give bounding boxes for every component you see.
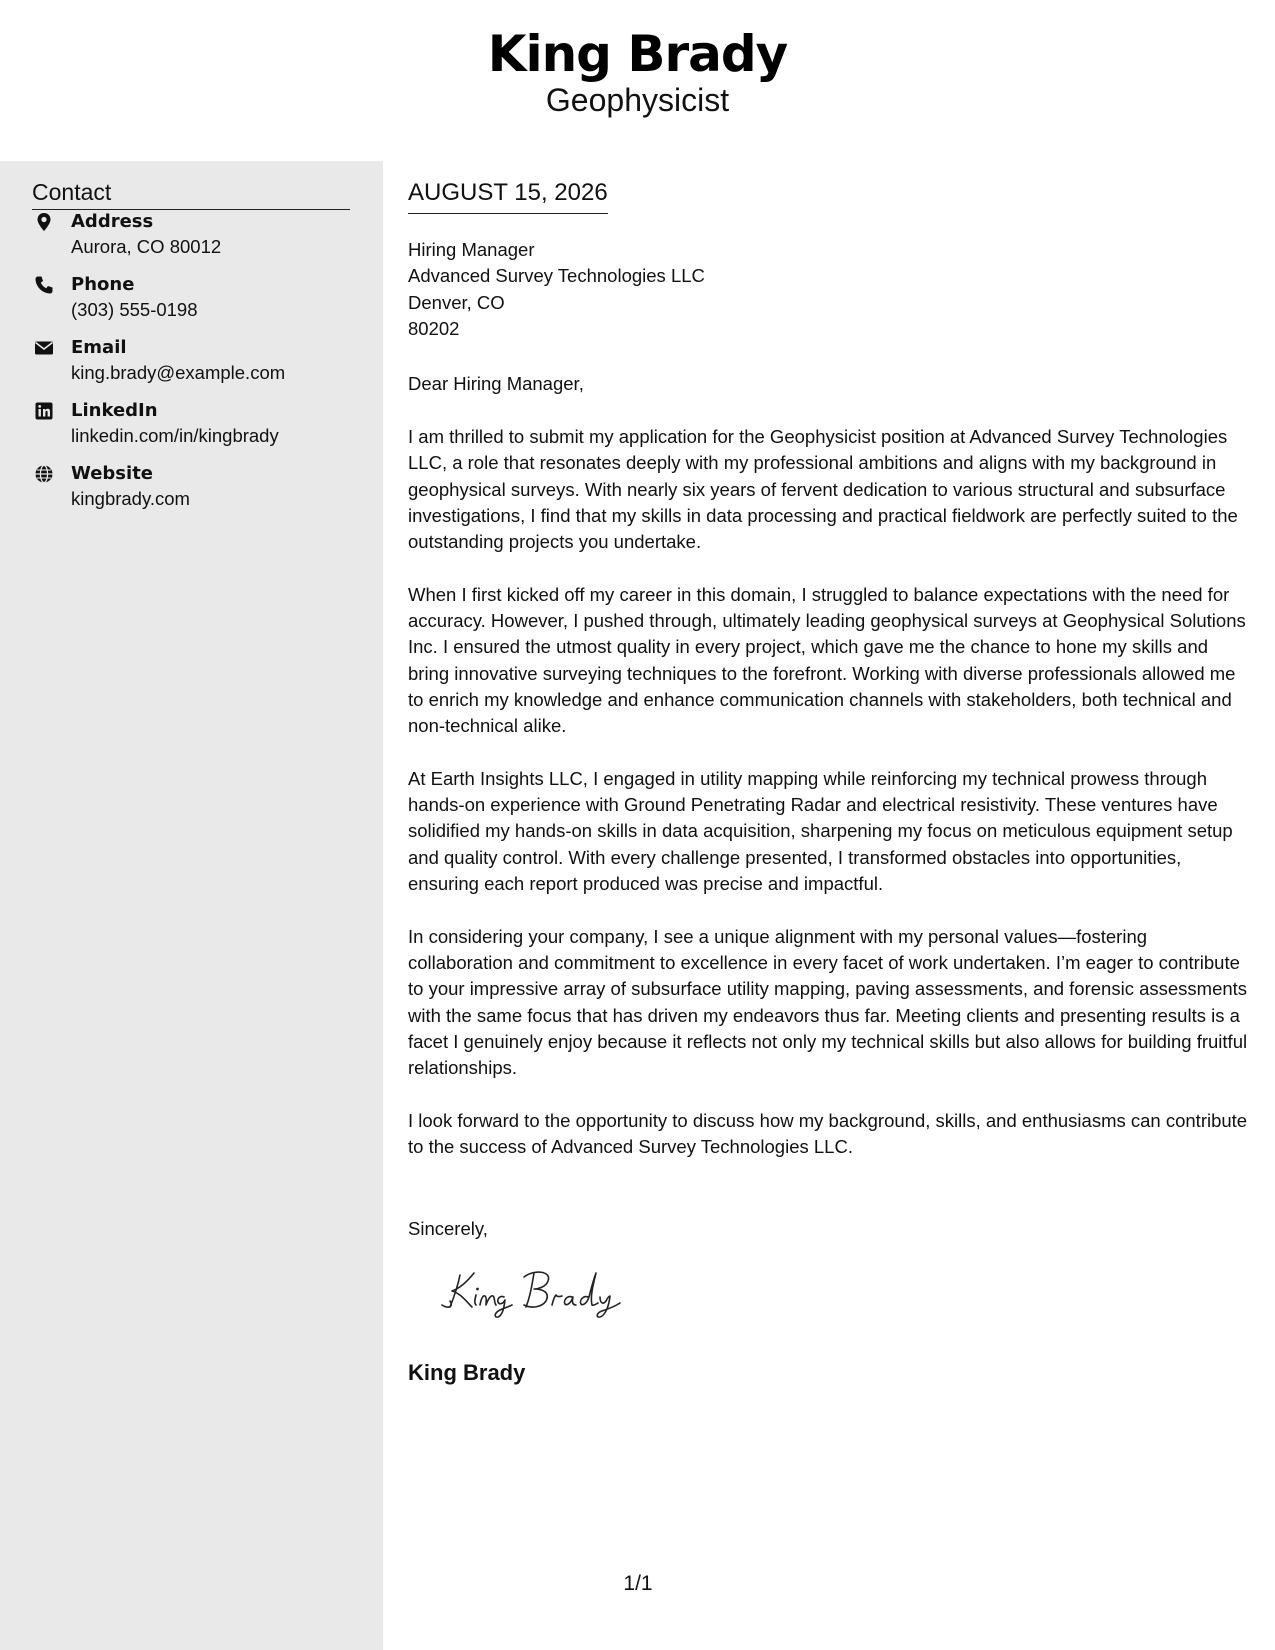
job-title: Geophysicist bbox=[545, 82, 730, 118]
paragraph: When I first kicked off my career in this domain, I struggled to balance expectations with the need for accuracy. However, I pushed through, ultimately leading geophysical surveys at Geophysical Solutions Inc. I ensured the utmost quality in every project, which gave me the chance to hone my skills and bring innovative surveying techniques to the forefront. Working with diverse professionals allowed me to enrich my knowledge and enhance communication channels with stakeholders, both technical and non-technical alike. bbox=[408, 583, 1246, 737]
contact-heading: Contact bbox=[32, 177, 350, 210]
header bbox=[0, 0, 1275, 160]
contact-label: Address bbox=[71, 211, 154, 232]
letter-date: AUGUST 15, 2026 bbox=[408, 177, 608, 214]
envelope-icon bbox=[34, 338, 54, 358]
paragraph: At Earth Insights LLC, I engaged in utility mapping while reinforcing my technical prowess through hands-on experience with Ground Penetrating Radar and electrical resistivity. These ventures have solidified my hands-on skills in data acquisition, sharpening my focus on meticulous equipment setup and quality control. With every challenge presented, I transformed obstacles into opportunities, ensuring each report produced was precise and impactful. bbox=[408, 767, 1233, 895]
recipient-line: Hiring Manager bbox=[408, 239, 535, 260]
globe-icon bbox=[34, 464, 54, 484]
contact-sidebar bbox=[0, 161, 383, 1650]
contact-item-address bbox=[32, 209, 362, 265]
signature-image bbox=[438, 1261, 638, 1321]
page-number: 1/1 bbox=[623, 1572, 653, 1595]
contact-value: Aurora, CO 80012 bbox=[71, 236, 222, 257]
recipient-line: 80202 bbox=[408, 317, 460, 339]
contact-item-website bbox=[32, 461, 362, 517]
signer-name: King Brady bbox=[408, 1360, 526, 1385]
paragraph: I look forward to the opportunity to discuss how my background, skills, and enthusiasms can contribute to the success of Advanced Survey Technologies LLC. bbox=[408, 1109, 1248, 1158]
recipient-line: Advanced Survey Technologies LLC bbox=[408, 265, 705, 287]
recipient-line: Denver, CO bbox=[408, 291, 505, 313]
contact-label: Email bbox=[71, 337, 127, 358]
letter-paragraphs bbox=[408, 424, 1253, 1187]
contact-label: LinkedIn bbox=[71, 400, 158, 421]
contact-item-phone bbox=[32, 272, 362, 328]
paragraph: I am thrilled to submit my application for the Geophysicist position at Advanced Survey Technologies LLC, a role that resonates deeply with my professional ambitions and aligns with my background in geophysical surveys. With nearly six years of fervent dedication to various structural and subsurface investigations, I find that my skills in data processing and practical fieldwork are perfectly suited to the outstanding projects you undertake. bbox=[408, 426, 1238, 553]
contact-label: Website bbox=[71, 463, 154, 484]
contact-label: Phone bbox=[71, 274, 135, 295]
contact-value[interactable]: king.brady@example.com bbox=[71, 362, 286, 383]
contact-value: (303) 555-0198 bbox=[71, 299, 198, 320]
contact-item-email bbox=[32, 335, 362, 391]
salutation: Dear Hiring Manager, bbox=[408, 373, 584, 394]
candidate-name: King Brady bbox=[487, 25, 788, 83]
paragraph: In considering your company, I see a unique alignment with my personal values—fostering collaboration and commitment to excellence in every facet of work undertaken. I’m eager to contribute to your impressive array of subsurface utility mapping, paving assessments, and forensic assessments with the same focus that has driven my endeavors thus far. Meeting clients and presenting results is a facet I genuinely enjoy because it reflects not only my technical skills but also allows for building fruitful relationships. bbox=[408, 925, 1248, 1079]
phone-icon bbox=[34, 275, 54, 295]
contact-item-linkedin bbox=[32, 398, 362, 454]
linkedin-icon bbox=[34, 401, 54, 421]
contact-value[interactable]: kingbrady.com bbox=[71, 488, 190, 509]
map-pin-icon bbox=[34, 212, 54, 232]
closing: Sincerely, bbox=[408, 1218, 488, 1239]
recipient-block bbox=[408, 237, 705, 342]
contact-value[interactable]: linkedin.com/in/kingbrady bbox=[71, 425, 279, 446]
